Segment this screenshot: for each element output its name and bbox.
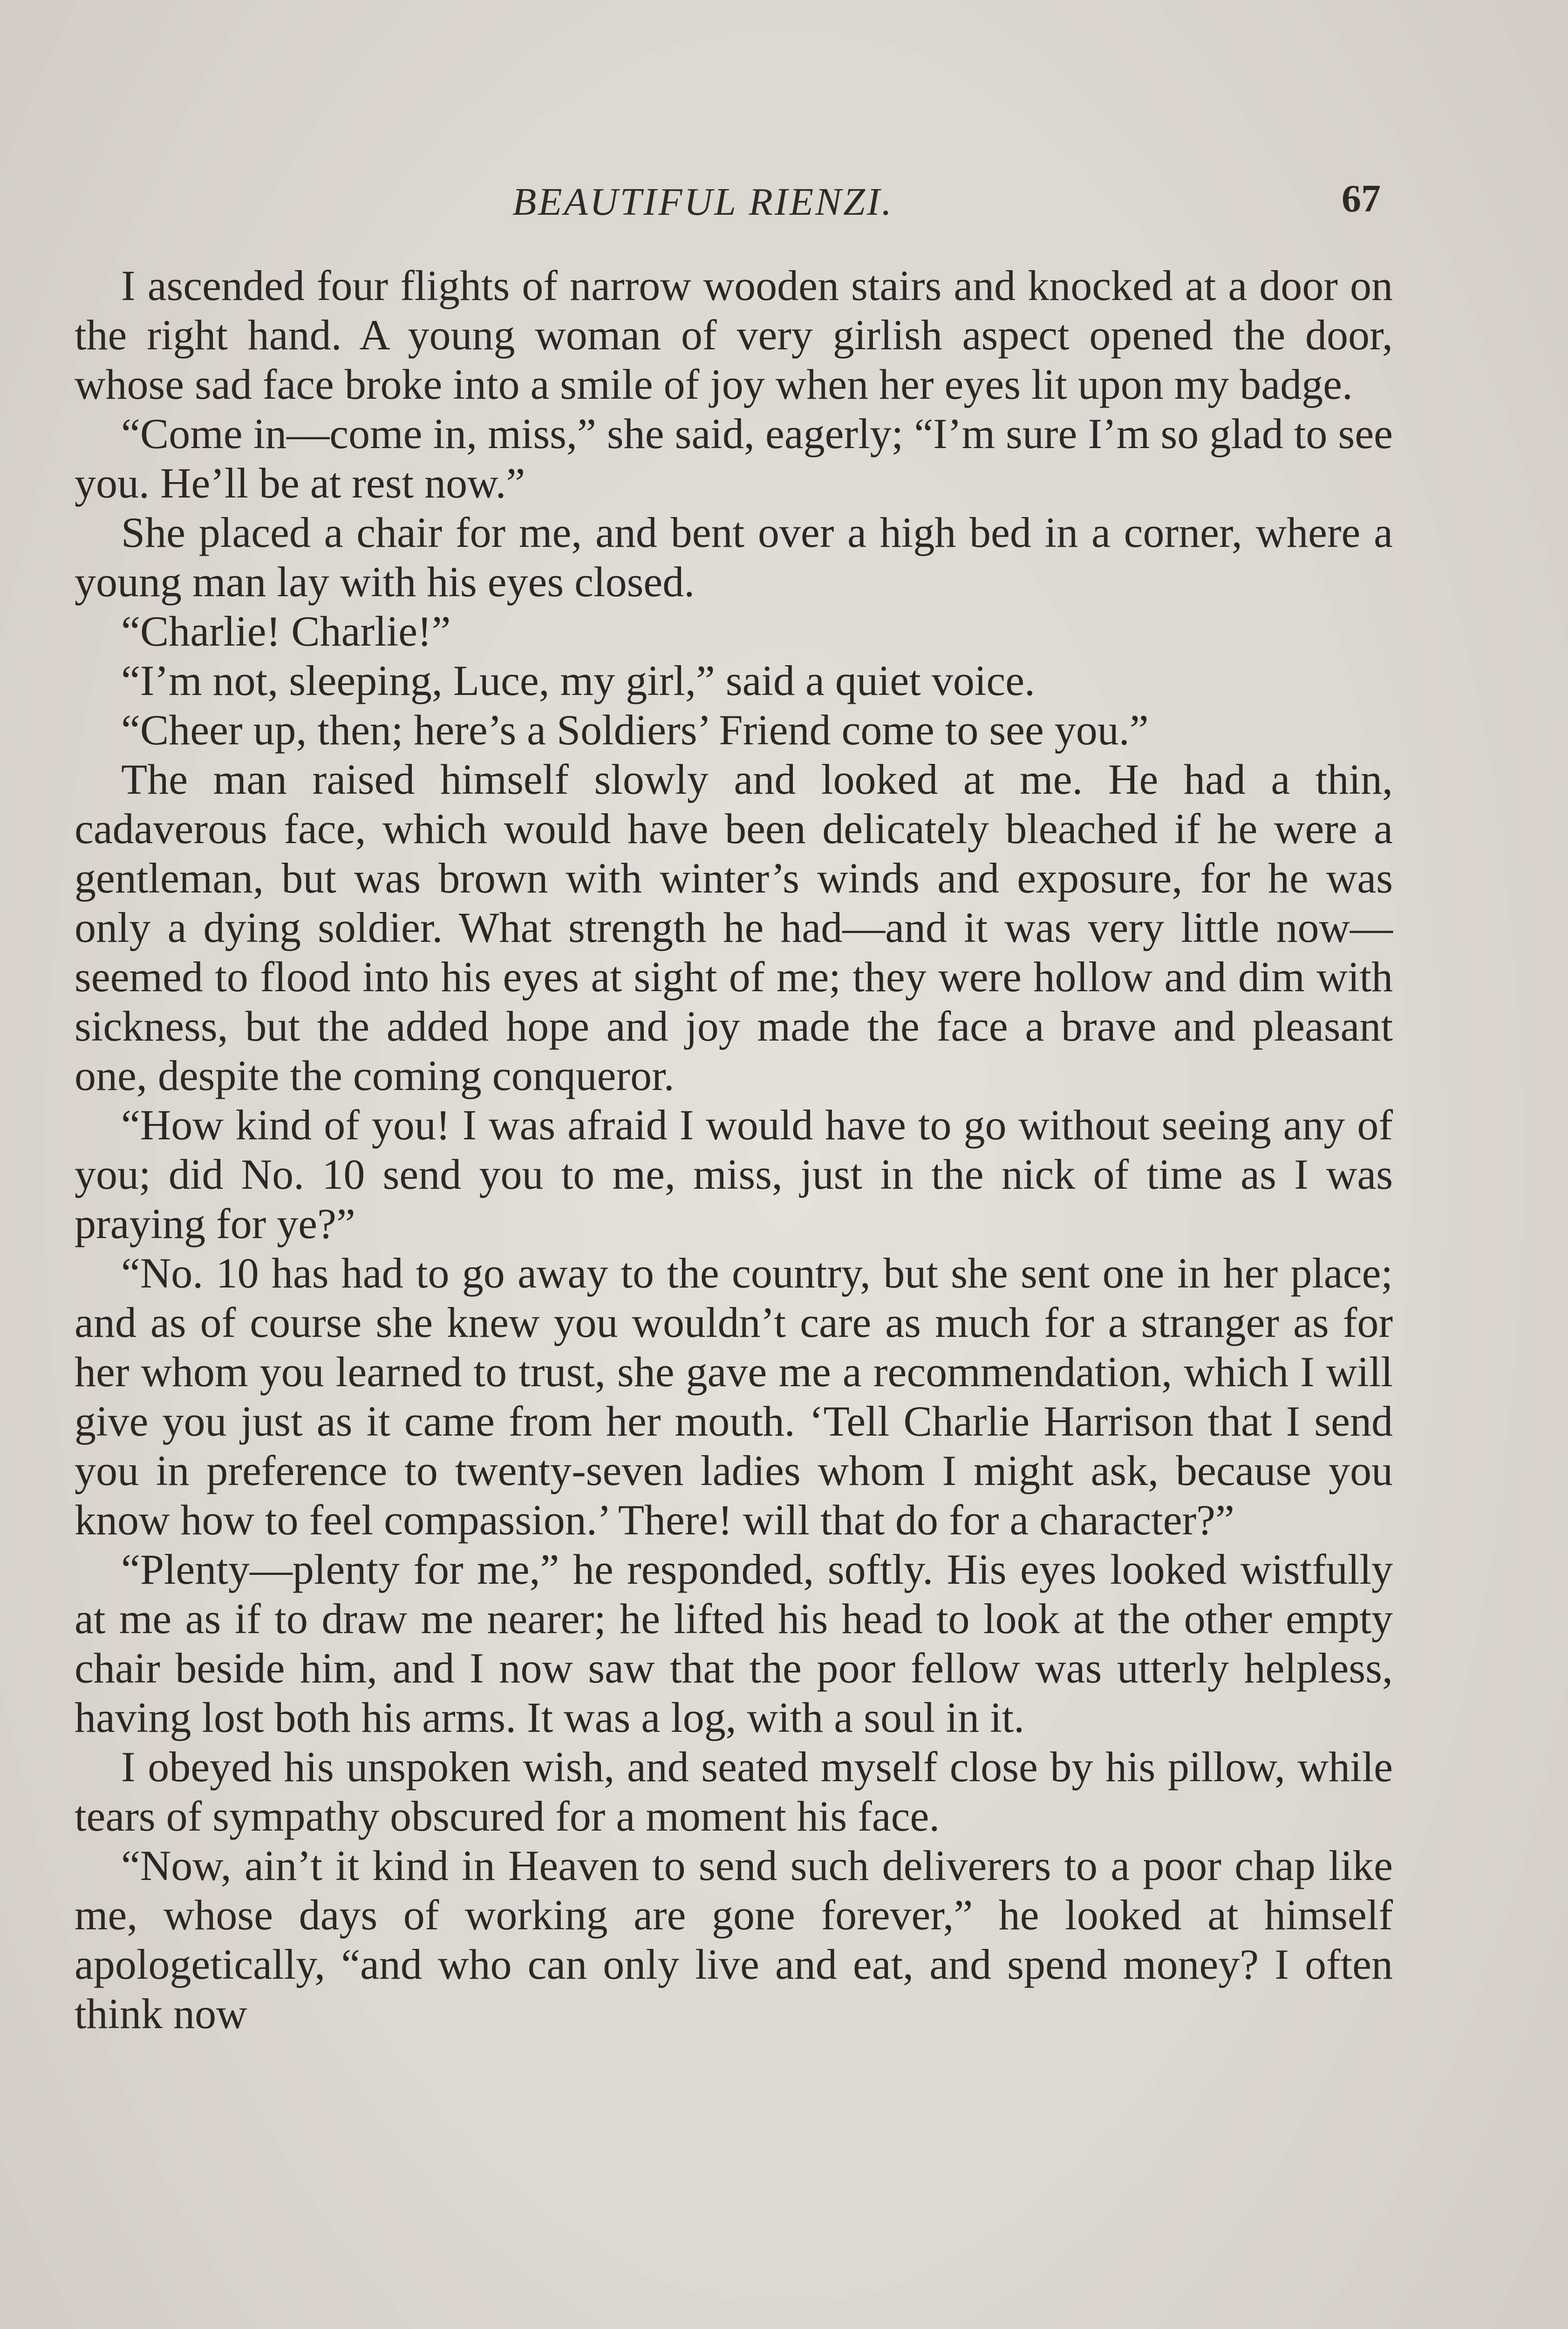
paragraph: I ascended four flights of narrow wooden stairs and knocked at a door on the right hand. A young woman of very girlish aspect opened the door, whose sad face broke into a smile of joy when her eyes lit upon my badge. [75,262,1393,408]
paragraph: The man raised himself slowly and looked at me. He had a thin, cadaverous face, which would have been delicately bleached if he were a gentleman, but was brown with winter’s winds and exposure, for he was only a dying soldier. What strength he had—and it was very little now—seemed to flood into his eyes at sight of me; they were hollow and dim with sickness, but the added hope and joy made the face a brave and pleasant one, despite the coming conqueror. [75,756,1393,1099]
body-text [75,261,1393,2329]
paragraph: “I’m not, sleeping, Luce, my girl,” said a quiet voice. [121,657,1036,704]
paragraph: “Come in—come in, miss,” she said, eagerly; “I’m sure I’m so glad to see you. He’ll be at rest now.” [75,410,1393,507]
paragraph: “Cheer up, then; here’s a Soldiers’ Friend come to see you.” [121,706,1149,754]
running-title: BEAUTIFUL RIENZI. [512,180,893,224]
paragraph: “No. 10 has had to go away to the country, but she sent one in her place; and as of course she knew you wouldn’t care as much for a stranger as for her whom you learned to trust, she gave me a recommendation, which I will give you just as it came from her mouth. ‘Tell Charlie Harrison that I send you in preference to twenty-seven ladies whom I might ask, because you know how to feel compassion.’ There! will that do for a character?” [75,1249,1393,1544]
paragraph: “Plenty—plenty for me,” he responded, softly. His eyes looked wistfully at me as if to draw me nearer; he lifted his head to look at the other empty chair beside him, and I now saw that the poor fellow was utterly helpless, having lost both his arms. It was a log, with a soul in it. [75,1546,1393,1741]
paragraph: “Charlie! Charlie!” [121,607,451,655]
page-number: 67 [1342,177,1381,220]
paragraph: I obeyed his unspoken wish, and seated myself close by his pillow, while tears of sympathy obscured for a moment his face. [75,1743,1393,1840]
paragraph: “How kind of you! I was afraid I would have to go without seeing any of you; did No. 10 send you to me, miss, just in the nick of time as I was praying for ye?” [75,1101,1393,1247]
paragraph: She placed a chair for me, and bent over a high bed in a corner, where a young man lay with his eyes closed. [75,509,1393,606]
paragraph: “Now, ain’t it kind in Heaven to send such deliverers to a poor chap like me, whose days of working are gone forever,” he looked at himself apologetically, “and who can only live and eat, and spend money? I often think now [75,1842,1393,2037]
